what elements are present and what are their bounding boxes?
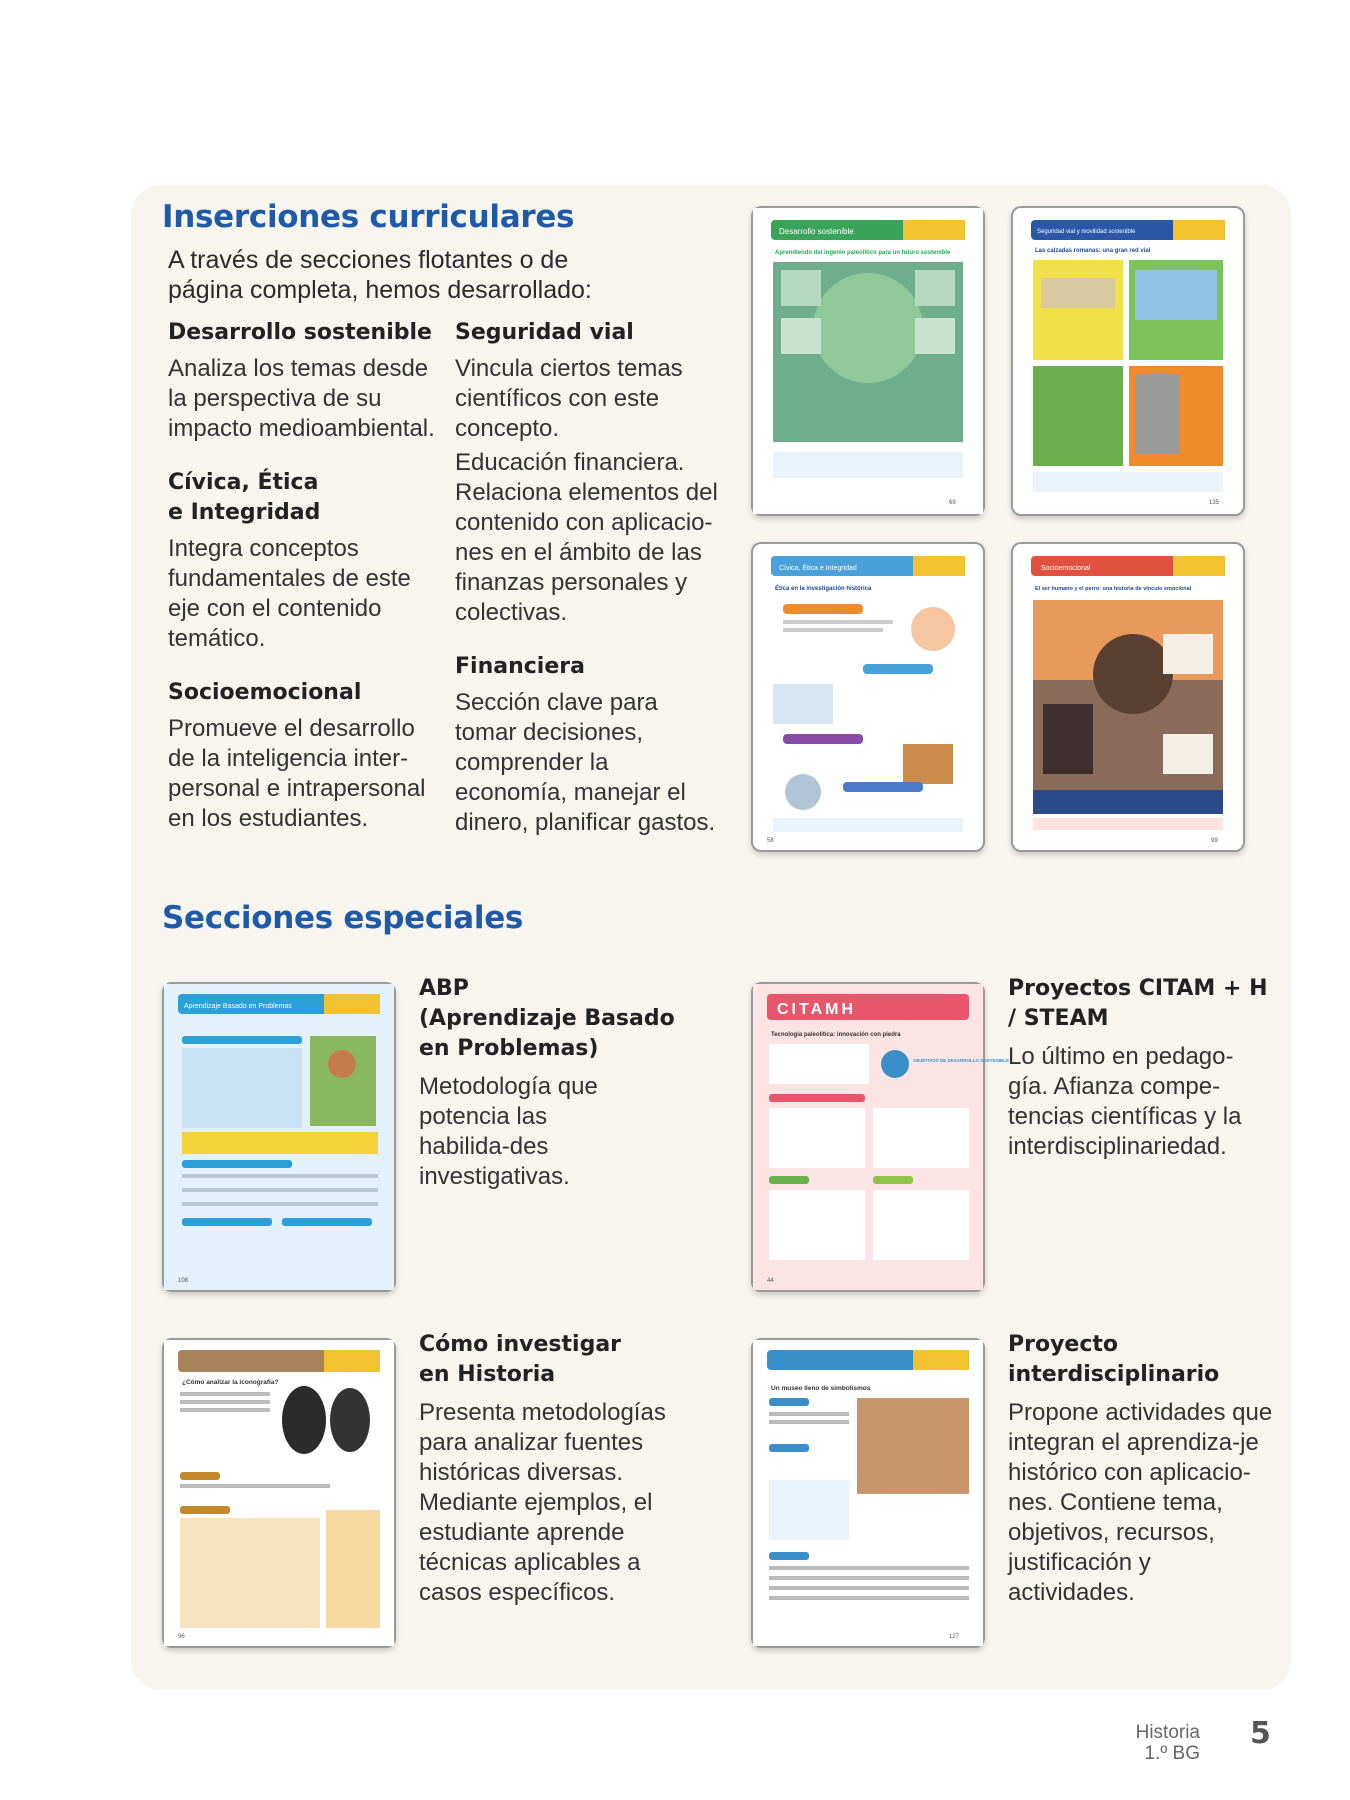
thumb-proyecto-title: Un museo lleno de simbolismos (771, 1385, 871, 1392)
thumb-2-tag: Seguridad vial y movilidad sostenible (1037, 229, 1136, 235)
citamh-feature (1008, 974, 1270, 1162)
thumb-3-tag: Cívica, Ética e Integridad (779, 565, 857, 572)
como-investigar-feature (419, 1330, 709, 1608)
desarrollo-sostenible-body: Analiza los temas desde la perspectiva de su impacto medioambiental. (168, 355, 435, 442)
inserciones-column-2 (455, 318, 720, 862)
civica-etica-body: Integra conceptos fundamentales de este eje con el contenido temático. (168, 535, 411, 652)
educacion-financiera-body: Educación financiera. Relaciona elementos del contenido con aplicacio-nes en el ámbito de las finanzas personales y colectivas. (455, 449, 718, 626)
footer-grade: 1.º BG (1144, 1743, 1200, 1764)
footer-subject-name: Historia (1135, 1722, 1200, 1743)
inserciones-column-1 (168, 318, 440, 858)
thumb-socioemocional (1011, 542, 1245, 852)
seguridad-vial-body: Vincula ciertos temas científicos con este concepto. (455, 355, 683, 442)
thumb-proyecto-interdisciplinario (751, 1338, 985, 1648)
thumb-como-investigar (162, 1338, 396, 1648)
thumb-3-page: 58 (767, 838, 774, 844)
thumb-abp (162, 982, 396, 1292)
thumb-citamh-sdg: OBJETIVOS DE DESARROLLO SOSTENIBLE (913, 1058, 1010, 1063)
financiera-title: Financiera (455, 654, 585, 679)
thumb-investigar-page: 96 (178, 1634, 185, 1640)
thumb-abp-page: 108 (178, 1278, 189, 1284)
thumb-seguridad-vial (1011, 206, 1245, 516)
thumb-proyecto-page: 127 (949, 1634, 960, 1640)
inserciones-intro: A través de secciones flotantes o de página completa, hemos desarrollado: (168, 246, 592, 304)
thumb-desarrollo-sostenible (751, 206, 985, 516)
thumb-civica-etica (751, 542, 985, 852)
thumb-abp-title: Aprendizaje Basado en Problemas (184, 1003, 292, 1010)
thumb-4-page: 99 (1211, 838, 1218, 844)
thumb-1-page: 69 (949, 500, 956, 506)
thumb-3-title: Ética en la investigación histórica (775, 586, 872, 592)
citamh-title: Proyectos CITAM + H / STEAM (1008, 976, 1268, 1031)
abp-feature (419, 974, 679, 1192)
desarrollo-sostenible-title: Desarrollo sostenible (168, 320, 432, 345)
seguridad-vial-title: Seguridad vial (455, 320, 634, 345)
proyecto-interdisciplinario-body: Propone actividades que integran el aprendiza-je histórico con aplicacio-nes. Contiene tema, objetivos, recursos, justificación y actividades. (1008, 1399, 1273, 1606)
como-investigar-title: Cómo investigar en Historia (419, 1332, 622, 1387)
abp-title: ABP (Aprendizaje Basado en Problemas) (419, 976, 675, 1061)
socioemocional-title: Socioemocional (168, 680, 362, 705)
thumb-2-title: Las calzadas romanas: una gran red vial (1035, 248, 1151, 254)
abp-body: Metodología que potencia las habilida-des investigativas. (419, 1073, 598, 1190)
socioemocional-body: Promueve el desarrollo de la inteligencia inter-personal e intrapersonal en los estudiantes. (168, 715, 426, 832)
thumb-citamh-banner: CITAMH (777, 1001, 857, 1018)
proyecto-interdisciplinario-title: Proyecto interdisciplinario (1008, 1332, 1220, 1387)
inserciones-heading: Inserciones curriculares (162, 199, 575, 235)
financiera-body: Sección clave para tomar decisiones, comprender la economía, manejar el dinero, planificar gastos. (455, 689, 716, 836)
thumb-2-page: 135 (1209, 500, 1220, 506)
proyecto-interdisciplinario-feature (1008, 1330, 1276, 1608)
civica-etica-title: Cívica, Ética e Integridad (168, 470, 321, 525)
footer-subject (1136, 1722, 1200, 1764)
thumb-citamh-title: Tecnología paleolítica: innovación con piedra (771, 1032, 901, 1038)
como-investigar-body: Presenta metodologías para analizar fuentes históricas diversas. Mediante ejemplos, el estudiante aprende técnicas aplicables a casos específicos. (419, 1399, 666, 1606)
page-number: 5 (1250, 1716, 1271, 1751)
thumb-citamh-page: 44 (767, 1278, 774, 1284)
thumb-1-tag: Desarrollo sostenible (779, 227, 854, 236)
thumb-citamh (751, 982, 1010, 1292)
thumb-investigar-title: ¿Cómo analizar la iconografía? (182, 1379, 279, 1386)
thumb-4-title: El ser humano y el perro: una historia de vínculo emocional (1035, 586, 1192, 592)
thumb-1-title: Aprendiendo del ingenio paleolítico para un futuro sostenible (775, 250, 951, 256)
especiales-heading: Secciones especiales (162, 900, 524, 936)
citamh-body: Lo último en pedago-gía. Afianza compe-tencias científicas y la interdisciplinariedad. (1008, 1043, 1242, 1160)
thumb-4-tag: Socioemocional (1041, 565, 1091, 572)
